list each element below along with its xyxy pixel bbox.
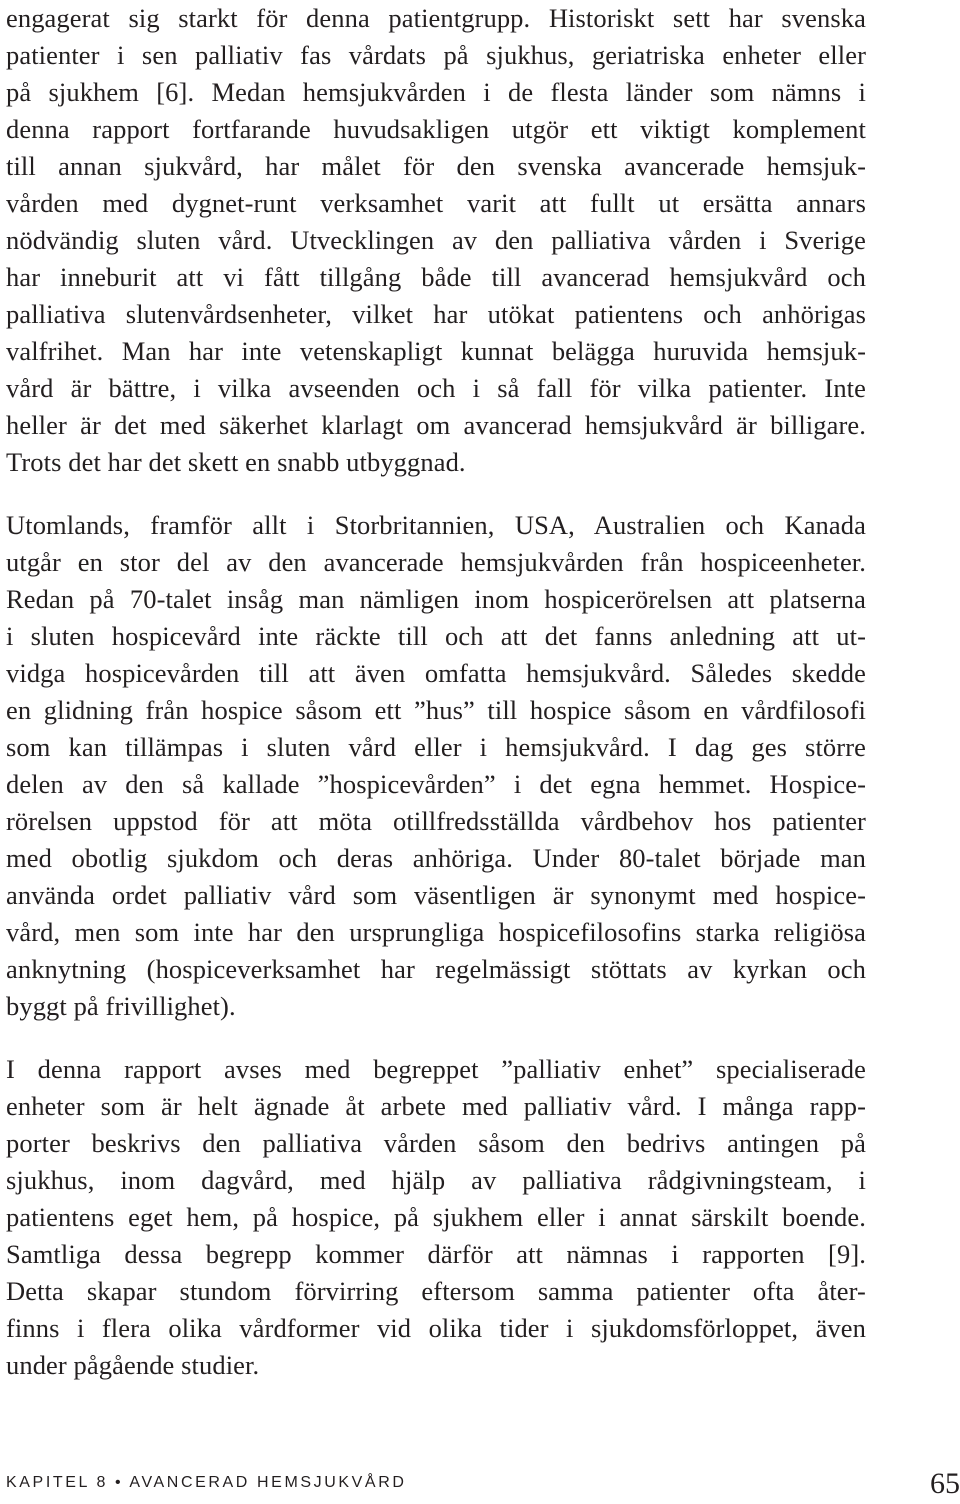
text-line: Samtliga dessa begrepp kommer därför att nämnas i rapporten [9]. <box>6 1239 866 1269</box>
text-line: som kan tillämpas i sluten vård eller i hemsjukvård. I dag ges större <box>6 732 866 762</box>
text-line: denna rapport fortfarande huvudsakligen utgör ett viktigt komplement <box>6 114 866 144</box>
text-line: rörelsen uppstod för att möta otillfredsställda vårdbehov hos patienter <box>6 806 866 836</box>
text-line: Redan på 70-talet insåg man nämligen inom hospicerörelsen att platserna <box>6 584 866 614</box>
text-line: Utomlands, framför allt i Storbritannien, USA, Australien och Kanada <box>6 510 866 540</box>
text-line: vården med dygnet-runt verksamhet varit att fullt ut ersätta annars <box>6 188 866 218</box>
document-page <box>6 0 960 1504</box>
text-line: anknytning (hospiceverksamhet har regelmässigt stöttats av kyrkan och <box>6 954 866 984</box>
text-line: heller är det med säkerhet klarlagt om avancerad hemsjukvård är billigare. <box>6 410 866 440</box>
text-line: byggt på frivillighet). <box>6 991 236 1021</box>
text-line: i sluten hospicevård inte räckte till och att det fanns anledning att ut- <box>6 621 866 651</box>
text-line: på sjukhem [6]. Medan hemsjukvården i de flesta länder som nämns i <box>6 77 866 107</box>
running-footer: KAPITEL 8 • AVANCERAD HEMSJUKVÅRD <box>6 1474 407 1491</box>
text-line: valfrihet. Man har inte vetenskapligt kunnat belägga huruvida hemsjuk- <box>6 336 866 366</box>
text-line: finns i flera olika vårdformer vid olika tider i sjukdomsförloppet, även <box>6 1313 866 1343</box>
text-line: använda ordet palliativ vård som väsentligen är synonymt med hospice- <box>6 880 866 910</box>
text-line: utgår en stor del av den avancerade hemsjukvården från hospiceenheter. <box>6 547 866 577</box>
text-line: sjukhus, inom dagvård, med hjälp av palliativa rådgivningsteam, i <box>6 1165 866 1195</box>
text-line: Detta skapar stundom förvirring eftersom samma patienter ofta åter- <box>6 1276 866 1306</box>
text-line: palliativa slutenvårdsenheter, vilket har utökat patientens och anhörigas <box>6 299 866 329</box>
text-line: nödvändig sluten vård. Utvecklingen av den palliativa vården i Sverige <box>6 225 866 255</box>
text-line: I denna rapport avses med begreppet ”palliativ enhet” specialiserade <box>6 1054 866 1084</box>
text-line: under pågående studier. <box>6 1350 260 1380</box>
text-line: har inneburit att vi fått tillgång både till avancerad hemsjukvård och <box>6 262 866 292</box>
page-number: 65 <box>930 1467 960 1500</box>
text-line: engagerat sig starkt för denna patientgrupp. Historiskt sett har svenska <box>6 3 866 33</box>
text-line: en glidning från hospice såsom ett ”hus” till hospice såsom en vårdfilosofi <box>6 695 866 725</box>
text-line: patientens eget hem, på hospice, på sjukhem eller i annat särskilt boende. <box>6 1202 866 1232</box>
text-line: vård, men som inte har den ursprungliga hospicefilosofins starka religiösa <box>6 917 866 947</box>
text-line: patienter i sen palliativ fas vårdats på sjukhus, geriatriska enheter eller <box>6 40 866 70</box>
text-line: Trots det har det skett en snabb utbyggnad. <box>6 447 466 477</box>
text-line: porter beskrivs den palliativa vården såsom den bedrivs antingen på <box>6 1128 866 1158</box>
text-line: till annan sjukvård, har målet för den svenska avancerade hemsjuk- <box>6 151 866 181</box>
text-line: vård är bättre, i vilka avseenden och i så fall för vilka patienter. Inte <box>6 373 866 403</box>
text-line: vidga hospicevården till att även omfatta hemsjukvård. Således skedde <box>6 658 866 688</box>
text-line: enheter som är helt ägnade åt arbete med palliativ vård. I många rapp- <box>6 1091 866 1121</box>
text-line: delen av den så kallade ”hospicevården” i det egna hemmet. Hospice- <box>6 769 866 799</box>
text-line: med obotlig sjukdom och deras anhöriga. Under 80-talet började man <box>6 843 866 873</box>
